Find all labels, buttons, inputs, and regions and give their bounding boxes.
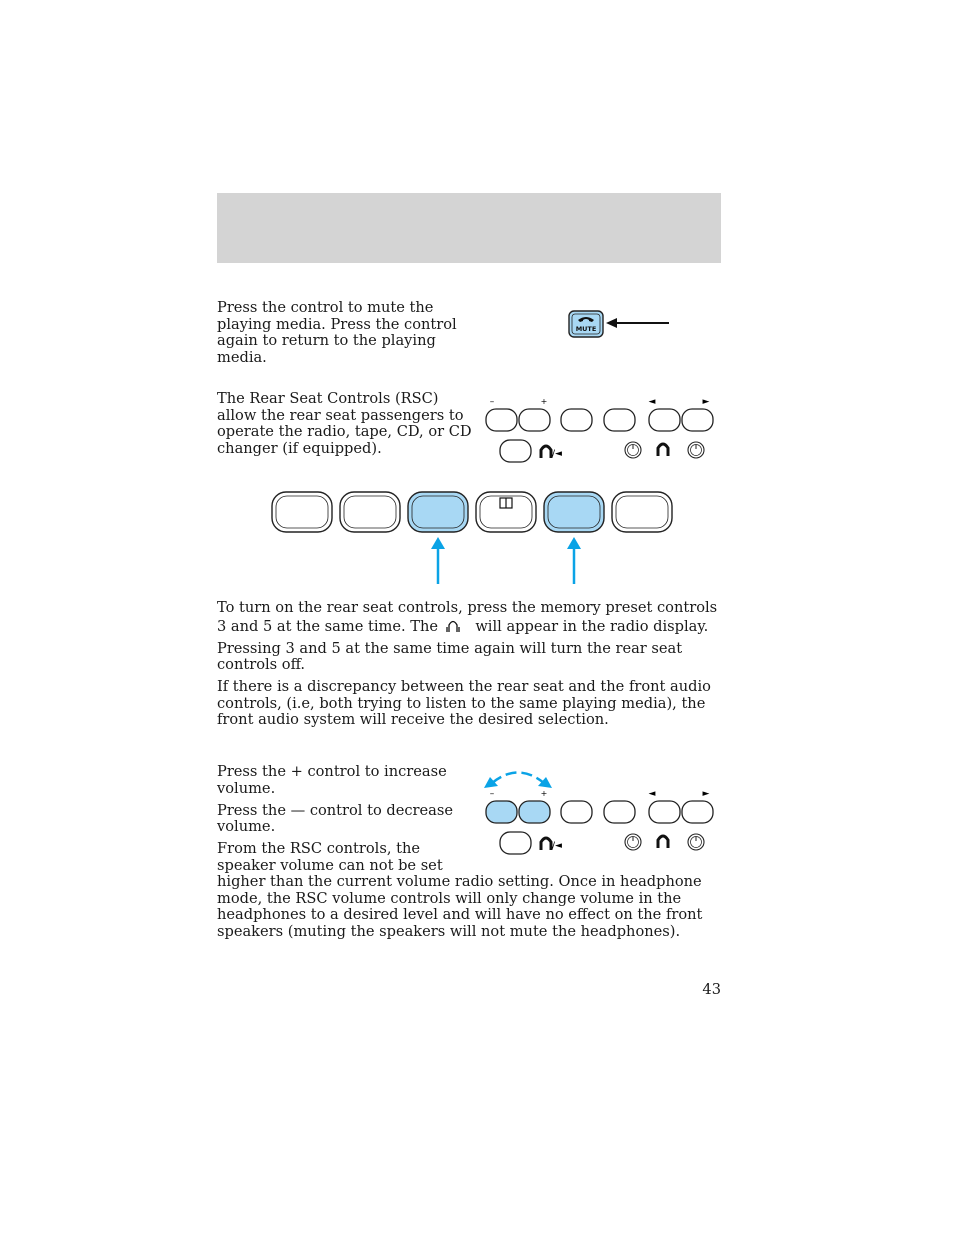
arrow-preset-5 — [567, 537, 581, 584]
seek-left-button[interactable] — [649, 409, 680, 431]
volume-para-3-text: From the RSC controls, the speaker volume can not be set higher than the current volume radio setting. Once in headphone mode, the RSC volume controls will only change volume in the headphones to a desired level and will have no effect on the front speakers (muting the speakers will not mute the headphones). — [217, 840, 703, 940]
rsc-body-text — [217, 600, 721, 734]
seek-left-label: ◄ — [648, 397, 656, 407]
phones-mode-suffix: /◄ — [552, 449, 562, 459]
minus-label: – — [489, 397, 495, 407]
seek-left-button[interactable] — [649, 801, 680, 823]
preset-button-3[interactable] — [408, 492, 468, 532]
headphones-icon — [541, 838, 551, 850]
rsc-para-1 — [217, 600, 721, 635]
page-number: 43 — [702, 981, 721, 998]
rsc-para-1-a: To turn on the rear seat controls, press the memory preset controls 3 and 5 at the same time. The — [217, 599, 718, 635]
volume-knob-right-icon[interactable] — [688, 834, 704, 850]
phones-mode-suffix: /◄ — [552, 841, 562, 851]
volume-text — [217, 764, 487, 841]
volume-para-1: Press the + control to increase volume. — [217, 763, 447, 797]
plus-label: + — [540, 789, 548, 798]
phones-mode-button[interactable] — [500, 440, 531, 462]
rsc-intro-text — [217, 391, 472, 463]
mode-button-1[interactable] — [561, 801, 592, 823]
preset-button-6[interactable] — [612, 492, 672, 532]
mode-button-1[interactable] — [561, 409, 592, 431]
volume-knob-left-icon[interactable] — [625, 442, 641, 458]
volume-sweep-arrow — [484, 773, 552, 789]
volume-para-2: Press the — control to decrease volume. — [217, 801, 453, 835]
arrow-preset-3 — [431, 537, 445, 584]
mode-button-2[interactable] — [604, 801, 635, 823]
headphones-icon — [443, 617, 471, 634]
seek-left-label: ◄ — [648, 789, 656, 799]
headphone-jack-icon — [658, 444, 668, 456]
rsc-para-3: If there is a discrepancy between the rear seat and the front audio controls, (i.e, both trying to listen to the same playing media), the front audio system will receive the desired selection. — [217, 678, 711, 728]
preset-buttons-figure — [268, 488, 678, 588]
minus-label: – — [489, 789, 495, 799]
rsc-panel-volume — [480, 766, 720, 858]
mute-figure — [560, 308, 675, 340]
volume-up-button[interactable] — [519, 801, 550, 823]
headphones-icon — [541, 446, 551, 458]
seek-right-button[interactable] — [682, 409, 713, 431]
rsc-intro: The Rear Seat Controls (RSC) allow the rear seat passengers to operate the radio, tape, CD, or CD changer (if equipped). — [217, 390, 472, 457]
preset-button-1[interactable] — [272, 492, 332, 532]
seek-right-label: ► — [702, 789, 710, 799]
headphone-jack-icon — [658, 836, 668, 848]
mute-paragraph: Press the control to mute the playing media. Press the control again to return to the playing media. — [217, 299, 457, 366]
preset-button-2[interactable] — [340, 492, 400, 532]
volume-down-button[interactable] — [486, 801, 517, 823]
preset-button-5[interactable] — [544, 492, 604, 532]
pointer-arrow-head — [606, 318, 617, 328]
seek-right-button[interactable] — [682, 801, 713, 823]
mute-button[interactable] — [569, 311, 603, 337]
phones-mode-button[interactable] — [500, 832, 531, 854]
rsc-para-2: Pressing 3 and 5 at the same time again will turn the rear seat controls off. — [217, 639, 683, 673]
mute-label: MUTE — [575, 325, 597, 333]
volume-down-button[interactable] — [486, 409, 517, 431]
rsc-para-1-b: will appear in the radio display. — [475, 617, 709, 635]
seek-right-label: ► — [702, 397, 710, 407]
rsc-panel — [480, 394, 720, 466]
volume-up-button[interactable] — [519, 409, 550, 431]
volume-knob-left-icon[interactable] — [625, 834, 641, 850]
dolby-icon — [500, 498, 512, 508]
volume-knob-right-icon[interactable] — [688, 442, 704, 458]
mode-button-2[interactable] — [604, 409, 635, 431]
plus-label: + — [540, 397, 548, 406]
mute-text — [217, 300, 477, 372]
header-band — [217, 193, 721, 263]
